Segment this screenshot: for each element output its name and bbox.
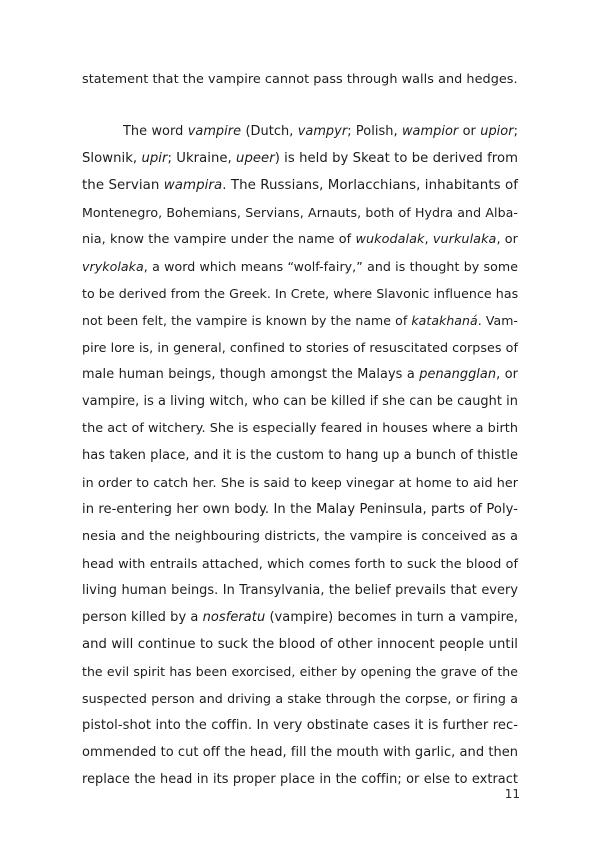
text-run: vampire, is a living witch, who can be killed if she can be caught in: [82, 394, 518, 409]
italic-term: wukodalak: [355, 232, 425, 247]
text-run: ) is held by Skeat to be derived from: [274, 151, 518, 166]
text-line: [82, 118, 518, 145]
text-line: [82, 631, 518, 658]
text-line: [82, 469, 518, 496]
page-number: 11: [504, 787, 520, 801]
text-run: the evil spirit has been exorcised, either by opening the grave of the: [82, 664, 518, 679]
text-run: replace the head in its proper place in the coffin; or else to extract: [82, 772, 518, 787]
text-line: [82, 415, 518, 442]
text-line: [82, 199, 518, 226]
text-run: ;: [513, 124, 518, 139]
italic-term: vurkulaka: [432, 232, 497, 247]
italic-term: upir: [141, 151, 168, 166]
text-line: [82, 604, 518, 631]
text-run: the act of witchery. She is especially feared in houses where a birth: [82, 421, 518, 436]
text-run: to be derived from the Greek. In Crete, where Slavonic influence has: [82, 286, 519, 301]
italic-term: katakhaná: [411, 313, 478, 328]
text-run: nia, know the vampire under the name of: [82, 232, 356, 247]
italic-term: upeer: [236, 151, 275, 166]
italic-term: vrykolaka: [82, 259, 144, 274]
text-run: ; Polish,: [347, 124, 402, 139]
text-run: nesia and the neighbouring districts, the vampire is conceived as a: [82, 529, 518, 544]
text-run: has taken place, and it is the custom to hang up a bunch of thistle: [82, 448, 518, 463]
text-run: ommended to cut off the head, fill the mouth with garlic, and then: [82, 745, 519, 760]
text-line: [82, 577, 518, 604]
text-run: Slownik,: [82, 151, 142, 166]
text-line: [82, 550, 518, 577]
text-line: [82, 280, 518, 307]
text-run: . The Russians, Morlacchians, inhabitants of: [222, 178, 518, 193]
text-line: [82, 739, 518, 766]
text-run: (vampire) becomes in turn a vampire,: [265, 610, 518, 625]
text-run: suspected person and driving a stake through the corpse, or firing a: [82, 691, 518, 706]
text-run: (Dutch,: [241, 124, 298, 139]
text-line: [82, 685, 518, 712]
text-run: the Servian: [82, 178, 164, 193]
italic-term: wampira: [163, 178, 223, 193]
text-line: [82, 253, 518, 280]
text-line: [82, 66, 518, 93]
text-line: [82, 496, 518, 523]
text-line: [82, 523, 518, 550]
text-run: head with entrails attached, which comes forth to suck the blood of: [82, 556, 518, 571]
text-line: [82, 766, 518, 793]
text-run: Montenegro, Bohemians, Servians, Arnauts, both of Hydra and Alba-: [82, 205, 518, 220]
text-line: [82, 361, 518, 388]
text-run: male human beings, though amongst the Malays a: [82, 367, 420, 382]
text-run: and will continue to suck the blood of other innocent people until: [82, 637, 518, 652]
text-line: [82, 172, 518, 199]
text-line: [82, 658, 518, 685]
italic-term: vampyr: [297, 124, 348, 139]
text-run: , or: [496, 232, 518, 247]
text-line: [82, 145, 518, 172]
text-run: ; Ukraine,: [167, 151, 237, 166]
text-run: in order to catch her. She is said to keep vinegar at home to aid her: [82, 475, 518, 490]
text-run: in re-entering her own body. In the Malay Peninsula, parts of Poly-: [82, 502, 518, 517]
text-run: pire lore is, in general, confined to stories of resuscitated corpses of: [82, 340, 518, 355]
text-run: , a word which means “wolf-fairy,” and is thought by some: [143, 259, 518, 274]
text-line: [82, 442, 518, 469]
text-run: statement that the vampire cannot pass through walls and hedges.: [82, 72, 518, 87]
italic-term: wampior: [401, 124, 459, 139]
text-line: [82, 388, 518, 415]
italic-term: vampire: [187, 124, 242, 139]
text-run: living human beings. In Transylvania, the belief prevails that every: [82, 583, 518, 598]
text-line: [82, 226, 518, 253]
text-line: [82, 334, 518, 361]
text-line: [82, 307, 518, 334]
text-run: or: [458, 124, 481, 139]
text-run: The word: [123, 124, 188, 139]
text-run: , or: [496, 367, 518, 382]
italic-term: penangglan: [419, 367, 497, 382]
text-run: pistol-shot into the coffin. In very obstinate cases it is further rec-: [82, 718, 518, 733]
text-run: person killed by a: [82, 610, 203, 625]
text-run: ,: [424, 232, 433, 247]
text-run: . Vam-: [477, 313, 518, 328]
italic-term: nosferatu: [202, 610, 266, 625]
text-line: [82, 712, 518, 739]
italic-term: upior: [480, 124, 514, 139]
text-run: not been felt, the vampire is known by the name of: [82, 313, 412, 328]
